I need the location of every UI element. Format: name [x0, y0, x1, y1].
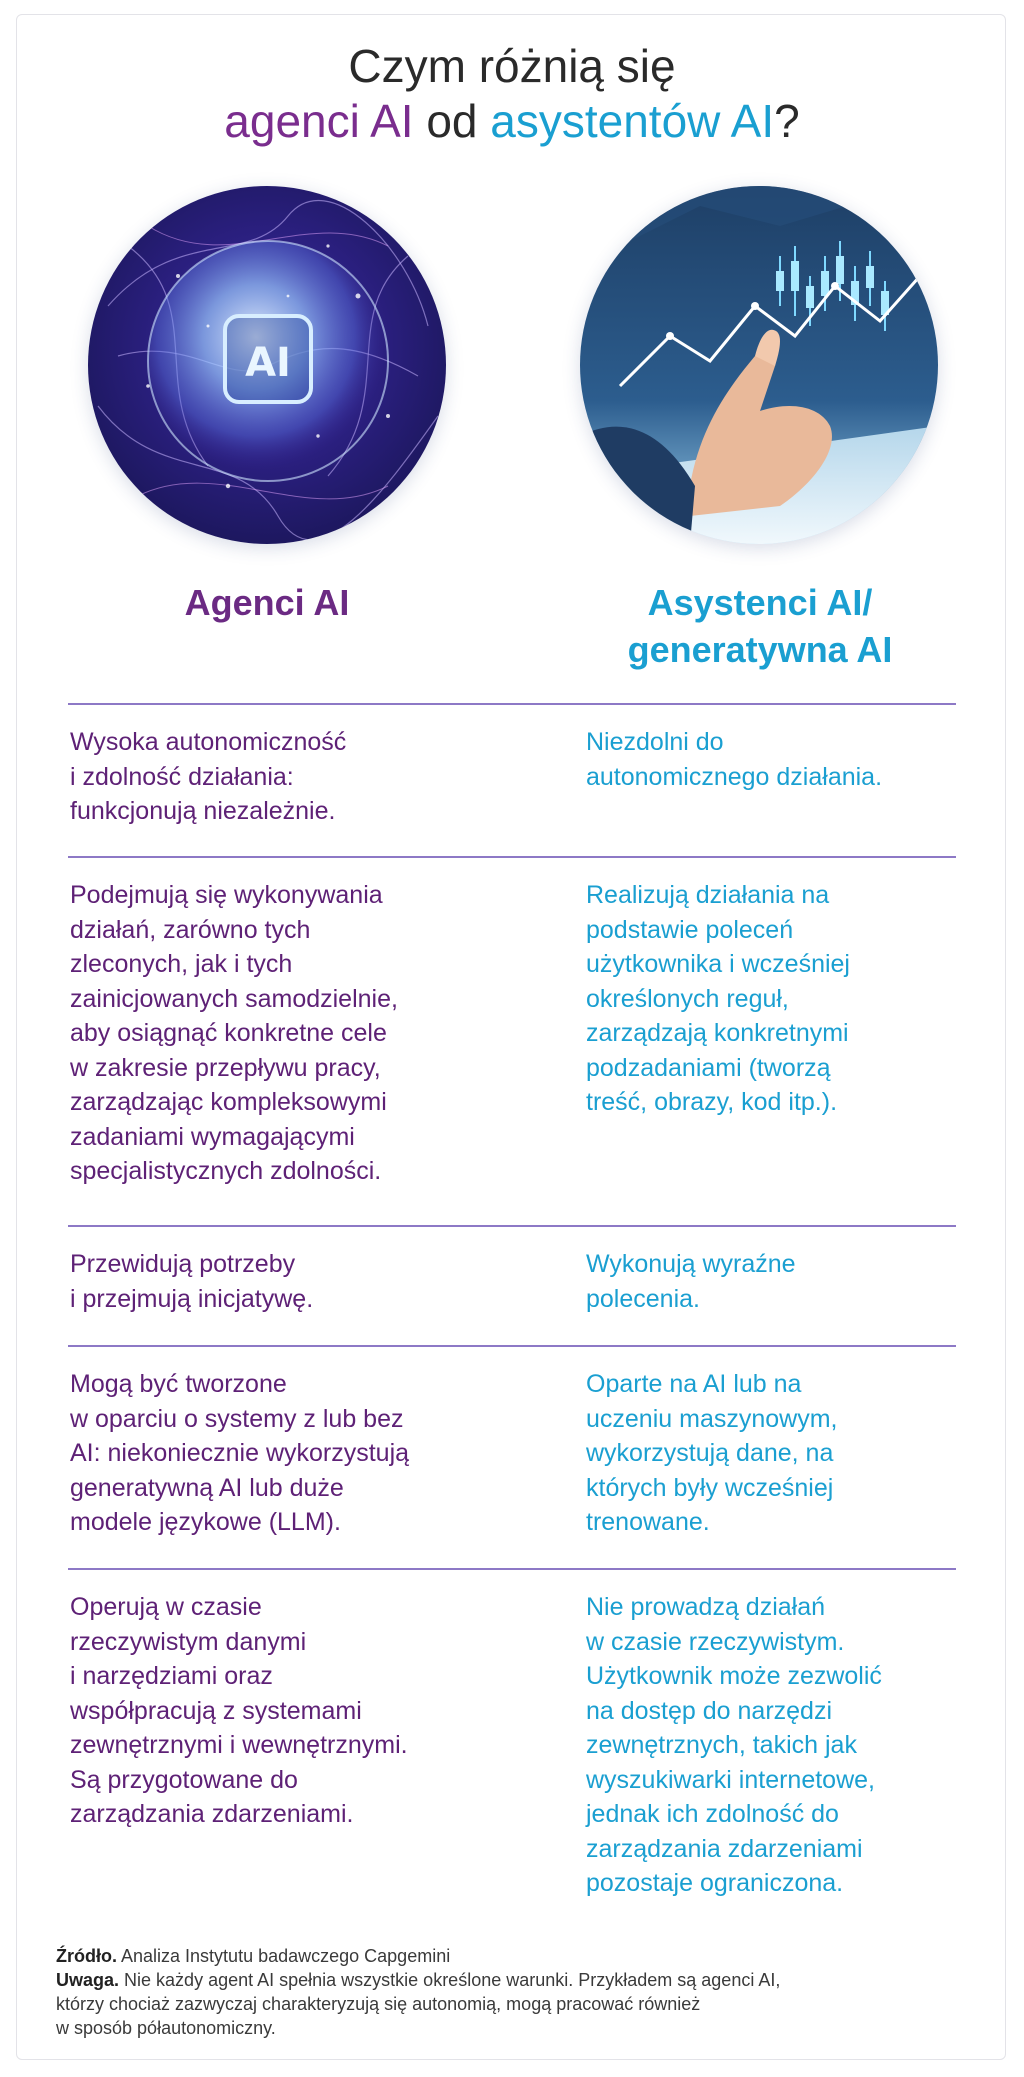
text-line: zarządzania zdarzeniami. — [70, 1800, 354, 1828]
ai-sphere-icon — [88, 186, 446, 544]
text-line: generatywną AI lub duże — [70, 1473, 344, 1502]
row-divider — [68, 1568, 956, 1570]
text-line: Wykonują wyraźne — [586, 1250, 796, 1278]
text-line: treść, obrazy, kod itp.). — [586, 1088, 838, 1116]
text-line: w oparciu o systemy z lub bez — [70, 1404, 404, 1433]
text-line: zainicjowanych samodzielnie, — [70, 984, 398, 1013]
text-line: polecenia. — [586, 1284, 700, 1313]
text-line: wyszukiwarki internetowe, — [586, 1765, 875, 1794]
text-line: Przewidują potrzeby — [70, 1250, 296, 1278]
text-line: funkcjonują niezależnie. — [70, 797, 336, 825]
text-line: i zdolność działania: — [70, 762, 294, 791]
footer-note — [56, 1968, 986, 1992]
row-3-agents-text — [70, 1247, 490, 1316]
text-line: Operują w czasie — [70, 1593, 262, 1621]
text-line: rzeczywistym danymi — [70, 1627, 307, 1656]
text-line: AI: niekoniecznie wykorzystują — [70, 1439, 410, 1467]
row-5-assistants-text — [586, 1590, 976, 1901]
page-title-line1: Czym różnią się — [348, 40, 676, 92]
title-assistants: asystentów AI — [490, 95, 775, 147]
text-line: zarządzają konkretnymi — [586, 1019, 849, 1047]
text-line: podzadaniami (tworzą — [586, 1053, 831, 1082]
text-line: trenowane. — [586, 1508, 710, 1536]
text-line: zewnętrznych, takich jak — [586, 1731, 857, 1759]
row-divider — [68, 703, 956, 705]
column-heading-agents: Agenci AI — [184, 582, 350, 623]
text-line: Realizują działania na — [586, 881, 830, 909]
column-heading-assistants-line1: Asystenci AI/ — [647, 582, 873, 623]
title-agents: agenci AI — [224, 95, 414, 147]
text-line: zarządzania zdarzeniami — [586, 1834, 863, 1863]
row-1-assistants-text — [586, 725, 976, 794]
title-mid: od — [413, 95, 491, 147]
row-1-agents-text — [70, 725, 490, 829]
text-line: Podejmują się wykonywania — [70, 881, 383, 909]
text-line: zewnętrznymi i wewnętrznymi. — [70, 1731, 408, 1759]
text-line: których były wcześniej — [586, 1473, 834, 1502]
footer-note-line2: którzy chociaż zazwyczaj charakteryzują się autonomią, mogą pracować również — [56, 1994, 701, 2014]
text-line: Oparte na AI lub na — [586, 1370, 802, 1398]
text-line: współpracują z systemami — [70, 1696, 362, 1725]
text-line: i narzędziami oraz — [70, 1662, 273, 1690]
text-line: w czasie rzeczywistym. — [586, 1627, 845, 1656]
text-line: Nie prowadzą działań — [586, 1593, 826, 1621]
footer-note-line1: Nie każdy agent AI spełnia wszystkie określone warunki. Przykładem są agenci AI, — [119, 1970, 781, 1990]
text-line: wykorzystują dane, na — [586, 1439, 834, 1467]
text-line: Wysoka autonomiczność — [70, 728, 347, 756]
text-line: autonomicznego działania. — [586, 762, 883, 791]
footer-source-text: Analiza Instytutu badawczego Capgemini — [117, 1946, 451, 1966]
tablet-chart-hand-icon — [580, 186, 938, 544]
row-divider — [68, 1345, 956, 1347]
text-line: zarządzając kompleksowymi — [70, 1088, 387, 1116]
text-line: specjalistycznych zdolności. — [70, 1157, 382, 1185]
ai-badge-label: AI — [245, 340, 291, 386]
row-3-assistants-text — [586, 1247, 976, 1316]
text-line: na dostęp do narzędzi — [586, 1696, 833, 1725]
row-2-agents-text — [70, 878, 490, 1189]
text-line: działań, zarówno tych — [70, 915, 311, 944]
text-line: i przejmują inicjatywę. — [70, 1284, 314, 1313]
text-line: Są przygotowane do — [70, 1765, 298, 1794]
text-line: określonych reguł, — [586, 984, 789, 1013]
text-line: pozostaje ograniczona. — [586, 1869, 844, 1897]
text-line: Niezdolni do — [586, 728, 724, 756]
footer-source — [56, 1944, 986, 1968]
row-4-agents-text — [70, 1367, 490, 1540]
row-5-agents-text — [70, 1590, 490, 1832]
text-line: użytkownika i wcześniej — [586, 950, 850, 978]
row-4-assistants-text — [586, 1367, 976, 1540]
text-line: Mogą być tworzone — [70, 1370, 287, 1398]
row-divider — [68, 1225, 956, 1227]
text-line: Użytkownik może zezwolić — [586, 1662, 882, 1690]
text-line: zleconych, jak i tych — [70, 950, 293, 978]
footer-source-label: Źródło. — [56, 1946, 117, 1966]
text-line: uczeniu maszynowym, — [586, 1404, 838, 1433]
text-line: zadaniami wymagającymi — [70, 1122, 355, 1151]
text-line: modele językowe (LLM). — [70, 1508, 341, 1536]
text-line: jednak ich zdolność do — [586, 1800, 839, 1828]
row-2-assistants-text — [586, 878, 976, 1120]
footer-note-label: Uwaga. — [56, 1970, 120, 1990]
column-heading-assistants — [570, 580, 950, 674]
text-line: aby osiągnąć konkretne cele — [70, 1019, 387, 1047]
row-divider — [68, 856, 956, 858]
column-heading-assistants-line2: generatywna AI — [627, 628, 893, 670]
page-title-line2 — [0, 95, 1024, 148]
title-end: ? — [774, 95, 800, 147]
footer-note-line3: w sposób półautonomiczny. — [56, 2018, 276, 2038]
text-line: w zakresie przepływu pracy, — [70, 1053, 381, 1082]
text-line: podstawie poleceń — [586, 915, 794, 944]
